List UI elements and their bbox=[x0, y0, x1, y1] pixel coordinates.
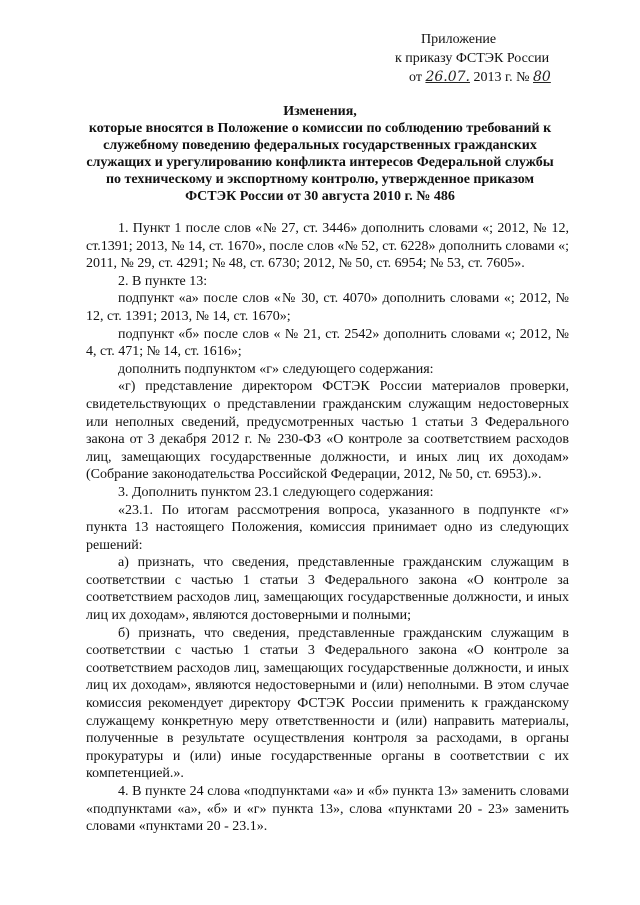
title-line: служебному поведению федеральных государственных гражданских bbox=[103, 138, 537, 153]
paragraph-23-1: «23.1. По итогам рассмотрения вопроса, указанного в подпункте «г» пункта 13 настоящего Положения, комиссия принимает одно из следующих решений: bbox=[86, 502, 569, 553]
approval-block bbox=[395, 30, 595, 87]
document-body bbox=[86, 220, 569, 836]
paragraph-subitem-a: подпункт «а» после слов «№ 30, ст. 4070» дополнить словами «; 2012, № 12, ст. 1391; 2013, № 14, ст. 1670»; bbox=[86, 291, 569, 324]
title-line: которые вносятся в Положение о комиссии по соблюдению требований к bbox=[88, 121, 552, 136]
title-line: Изменения, bbox=[283, 104, 357, 119]
date-year: 2013 г. № bbox=[473, 70, 530, 85]
paragraph-add-subitem-g: дополнить подпунктом «г» следующего содержания: bbox=[118, 361, 434, 377]
title-line: по техническому и экспортному контролю, утвержденное приказом bbox=[105, 172, 535, 187]
approval-date-line bbox=[395, 68, 595, 87]
paragraph-subitem-b: подпункт «б» после слов « № 21, ст. 2542» дополнить словами «; 2012, № 4, ст. 471; № 14, ст. 1616»; bbox=[86, 326, 569, 360]
document-title bbox=[60, 103, 580, 205]
approval-order-line: к приказу ФСТЭК России bbox=[395, 51, 550, 66]
title-line: служащих и урегулированию конфликта интересов Федеральной службы bbox=[86, 155, 554, 170]
date-prefix: от bbox=[409, 70, 422, 85]
paragraph-decision-a: а) признать, что сведения, представленные гражданским служащим в соответствии с частью 1 статьи 3 Федерального закона «О контроле за соответствием расходов лиц, замещающих государственные должности, и иных лиц их доходам», являются достоверными и полными; bbox=[86, 555, 569, 624]
title-line: ФСТЭК России от 30 августа 2010 г. № 486 bbox=[185, 189, 455, 204]
handwritten-date: 26.07. bbox=[425, 69, 470, 85]
approval-heading: Приложение bbox=[421, 32, 497, 47]
paragraph-subitem-g-text: «г) представление директором ФСТЭК России материалов проверки, свидетельствующих о представлении гражданским служащим недостоверных или неполных сведений, предусмотренных частью 1 статьи 3 Федерального закона от 3 декабря 2012 г. № 230-ФЗ «О контроле за соответствием расходов лиц, замещающих государственные должности, и иных лиц их доходам» (Собрание законодательства Российской Федерации, 2012, № 50, ст. 6953).». bbox=[86, 379, 569, 483]
paragraph-item-3: 3. Дополнить пунктом 23.1 следующего содержания: bbox=[118, 484, 434, 500]
handwritten-number: 80 bbox=[533, 69, 551, 85]
paragraph-decision-b: б) признать, что сведения, представленные гражданским служащим в соответствии с частью 1 статьи 3 Федерального закона «О контроле за соответствием расходов лиц, замещающих государственные должности, и иных лиц их доходам», являются недостоверными и (или) неполными. В этом случае комиссия рекомендует директору ФСТЭК России применить к гражданскому служащему конкретную меру ответственности и (или) направить материалы, полученные в результате осуществления контроля за расходами, в органы прокуратуры и (или) иные государственные органы в соответствии с их компетенцией.». bbox=[86, 625, 569, 782]
paragraph-item-1: 1. Пункт 1 после слов «№ 27, ст. 3446» дополнить словами «; 2012, № 12, ст.1391; 2013, № 14, ст. 1670», после слов «№ 52, ст. 6228» дополнить словами «; 2011, № 29, ст. 4291; № 48, ст. 6730; 2012, № 50, ст. 6954; № 53, ст. 7605». bbox=[86, 221, 569, 272]
paragraph-item-4: 4. В пункте 24 слова «подпунктами «а» и «б» пункта 13» заменить словами «подпунктами «а», «б» и «г» пункта 13», слова «пунктами 20 - 23» заменить словами «пунктами 20 - 23.1». bbox=[86, 784, 569, 835]
paragraph-item-2: 2. В пункте 13: bbox=[118, 273, 208, 289]
